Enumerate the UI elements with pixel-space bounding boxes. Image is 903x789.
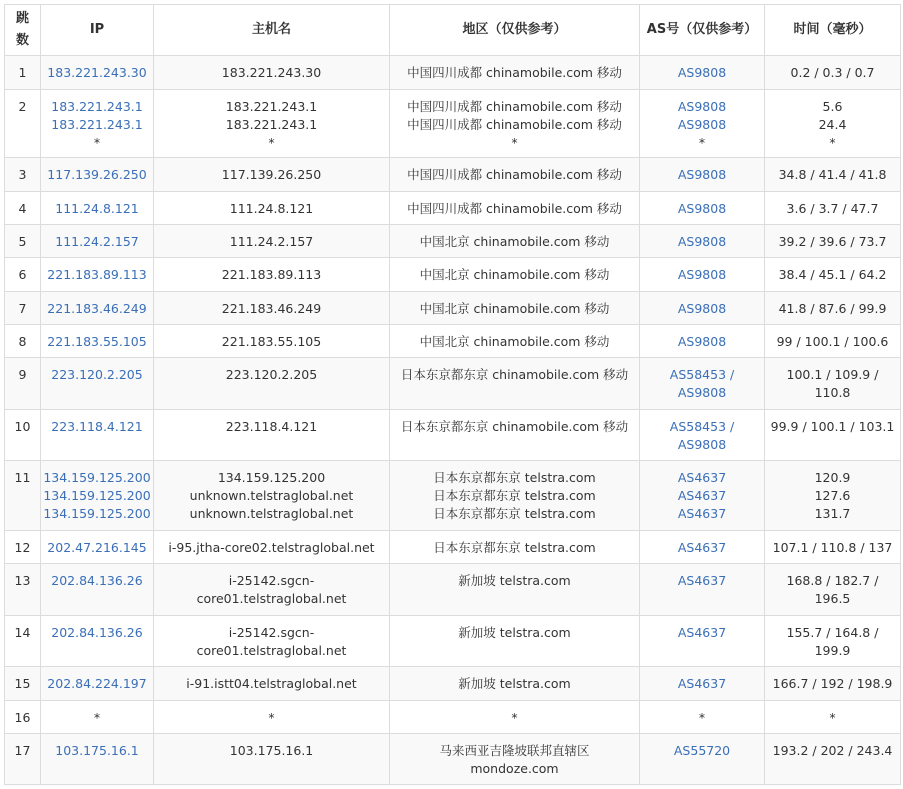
host-cell	[154, 225, 390, 258]
hop-cell	[5, 701, 41, 734]
ip-cell	[41, 461, 154, 531]
as-value[interactable]: AS4637	[677, 506, 727, 521]
as-value[interactable]: AS9808	[677, 117, 727, 132]
as-value: *	[698, 710, 706, 725]
host-value: i-25142.sgcn-	[228, 625, 315, 640]
host-cell	[154, 734, 390, 785]
hop-number: 8	[18, 334, 27, 349]
region-cell	[390, 531, 640, 564]
hop-number: 7	[18, 301, 27, 316]
table-row	[5, 410, 901, 461]
region-value: 马来西亚吉隆坡联邦直辖区	[439, 743, 590, 758]
ip-cell	[41, 667, 154, 701]
region-value: 日本东京都东京 telstra.com	[433, 470, 596, 485]
host-value: i-91.istt04.telstraglobal.net	[186, 676, 357, 691]
ip-value[interactable]: 202.84.136.26	[51, 573, 143, 588]
time-value: 39.2 / 39.6 / 73.7	[778, 234, 887, 249]
region-cell	[390, 410, 640, 461]
time-value: 120.9	[814, 470, 851, 485]
table-row	[5, 192, 901, 225]
time-value: *	[829, 710, 836, 725]
as-cell	[640, 734, 765, 785]
region-cell	[390, 292, 640, 325]
as-cell	[640, 564, 765, 616]
time-value: 166.7 / 192 / 198.9	[772, 676, 893, 691]
ip-value[interactable]: 183.221.243.1	[51, 99, 143, 114]
as-cell	[640, 56, 765, 90]
traceroute-container	[4, 4, 901, 785]
time-value: 168.8 / 182.7 /	[786, 573, 879, 588]
ip-value: *	[93, 135, 101, 150]
region-value: 新加坡 telstra.com	[458, 625, 571, 640]
ip-value[interactable]: 134.159.125.200	[43, 470, 151, 485]
as-cell	[640, 158, 765, 192]
ip-cell	[41, 734, 154, 785]
time-cell	[765, 701, 901, 734]
ip-value[interactable]: 103.175.16.1	[55, 743, 139, 758]
as-value[interactable]: AS9808	[677, 385, 727, 400]
table-row	[5, 734, 901, 785]
region-value: 日本东京都东京 chinamobile.com 移动	[400, 367, 629, 382]
host-value: core01.telstraglobal.net	[196, 591, 347, 606]
time-value: 196.5	[814, 591, 851, 606]
table-row	[5, 225, 901, 258]
as-value[interactable]: AS4637	[677, 573, 727, 588]
region-cell	[390, 701, 640, 734]
as-cell	[640, 410, 765, 461]
time-cell	[765, 531, 901, 564]
host-value: 223.118.4.121	[225, 419, 318, 434]
time-cell	[765, 192, 901, 225]
hop-number: 1	[18, 65, 27, 80]
hop-cell	[5, 292, 41, 325]
time-cell	[765, 258, 901, 292]
region-cell	[390, 734, 640, 785]
ip-value[interactable]: 111.24.8.121	[55, 201, 139, 216]
as-value[interactable]: AS4637	[677, 470, 727, 485]
region-value: mondoze.com	[470, 761, 559, 776]
host-cell	[154, 461, 390, 531]
region-value: 中国北京 chinamobile.com 移动	[419, 267, 610, 282]
host-value: unknown.telstraglobal.net	[189, 506, 354, 521]
header-hop: 跳数	[5, 5, 41, 56]
ip-value[interactable]: 202.47.216.145	[47, 540, 147, 555]
host-value: 221.183.55.105	[221, 334, 322, 349]
region-value: 日本东京都东京 telstra.com	[433, 488, 596, 503]
ip-value[interactable]: 223.118.4.121	[51, 419, 143, 434]
as-value[interactable]: AS9808	[677, 334, 727, 349]
hop-number: 5	[18, 234, 27, 249]
as-cell	[640, 325, 765, 358]
table-row	[5, 701, 901, 734]
header-region: 地区（仅供参考）	[390, 5, 640, 56]
as-value[interactable]: AS58453 /	[669, 419, 735, 434]
hop-number: 13	[14, 573, 31, 588]
as-value[interactable]: AS4637	[677, 625, 727, 640]
as-cell	[640, 358, 765, 410]
hop-cell	[5, 225, 41, 258]
as-cell	[640, 701, 765, 734]
ip-value[interactable]: 134.159.125.200	[43, 488, 151, 503]
time-cell	[765, 734, 901, 785]
host-value: 221.183.46.249	[221, 301, 322, 316]
table-row	[5, 158, 901, 192]
table-row	[5, 616, 901, 667]
hop-number: 10	[14, 419, 31, 434]
host-value: 183.221.243.30	[221, 65, 322, 80]
region-value: 中国四川成都 chinamobile.com 移动	[407, 167, 622, 182]
host-value: 103.175.16.1	[229, 743, 314, 758]
as-value[interactable]: AS9808	[677, 267, 727, 282]
ip-value[interactable]: 117.139.26.250	[47, 167, 147, 182]
region-cell	[390, 461, 640, 531]
header-as: AS号（仅供参考）	[640, 5, 765, 56]
host-value: 134.159.125.200	[217, 470, 326, 485]
as-value[interactable]: AS9808	[677, 201, 727, 216]
host-value: 111.24.2.157	[229, 234, 314, 249]
table-body	[5, 56, 901, 785]
time-value: 100.1 / 109.9 /	[786, 367, 879, 382]
header-time: 时间（毫秒）	[765, 5, 901, 56]
time-cell	[765, 158, 901, 192]
hop-cell	[5, 734, 41, 785]
region-value: 中国四川成都 chinamobile.com 移动	[407, 117, 622, 132]
traceroute-table	[4, 4, 901, 785]
hop-cell	[5, 410, 41, 461]
time-value: 155.7 / 164.8 /	[786, 625, 879, 640]
table-row	[5, 461, 901, 531]
hop-cell	[5, 564, 41, 616]
region-value: 日本东京都东京 telstra.com	[433, 506, 596, 521]
time-value: 107.1 / 110.8 / 137	[772, 540, 893, 555]
as-cell	[640, 292, 765, 325]
hop-cell	[5, 461, 41, 531]
region-cell	[390, 56, 640, 90]
region-cell	[390, 564, 640, 616]
hop-number: 3	[18, 167, 27, 182]
hop-cell	[5, 358, 41, 410]
time-value: 199.9	[814, 643, 851, 658]
ip-cell	[41, 192, 154, 225]
time-cell	[765, 56, 901, 90]
hop-number: 12	[14, 540, 31, 555]
as-value[interactable]: AS4637	[677, 676, 727, 691]
time-cell	[765, 461, 901, 531]
ip-cell	[41, 258, 154, 292]
host-cell	[154, 667, 390, 701]
time-cell	[765, 616, 901, 667]
as-cell	[640, 192, 765, 225]
region-cell	[390, 158, 640, 192]
region-cell	[390, 90, 640, 158]
table-row	[5, 292, 901, 325]
time-value: 99 / 100.1 / 100.6	[776, 334, 889, 349]
table-row	[5, 90, 901, 158]
region-cell	[390, 258, 640, 292]
time-cell	[765, 90, 901, 158]
ip-cell	[41, 90, 154, 158]
ip-value[interactable]: 111.24.2.157	[55, 234, 139, 249]
time-value: 38.4 / 45.1 / 64.2	[778, 267, 887, 282]
region-value: *	[511, 710, 518, 725]
ip-cell	[41, 56, 154, 90]
hop-cell	[5, 325, 41, 358]
as-cell	[640, 225, 765, 258]
ip-value[interactable]: 221.183.46.249	[47, 301, 147, 316]
time-cell	[765, 358, 901, 410]
table-row	[5, 358, 901, 410]
region-value: 中国北京 chinamobile.com 移动	[419, 301, 610, 316]
host-cell	[154, 701, 390, 734]
as-value[interactable]: AS55720	[673, 743, 731, 758]
table-row	[5, 56, 901, 90]
host-cell	[154, 325, 390, 358]
time-cell	[765, 325, 901, 358]
ip-cell	[41, 531, 154, 564]
region-cell	[390, 358, 640, 410]
ip-cell	[41, 225, 154, 258]
as-value[interactable]: AS9808	[677, 65, 727, 80]
time-value: 131.7	[814, 506, 851, 521]
as-cell	[640, 258, 765, 292]
host-cell	[154, 564, 390, 616]
host-value: 111.24.8.121	[229, 201, 314, 216]
host-cell	[154, 292, 390, 325]
as-value[interactable]: AS9808	[677, 167, 727, 182]
host-value: *	[268, 135, 275, 150]
as-cell	[640, 90, 765, 158]
region-value: 中国四川成都 chinamobile.com 移动	[407, 99, 622, 114]
as-cell	[640, 531, 765, 564]
as-value[interactable]: AS9808	[677, 301, 727, 316]
hop-cell	[5, 616, 41, 667]
host-value: unknown.telstraglobal.net	[189, 488, 354, 503]
ip-value[interactable]: 202.84.136.26	[51, 625, 143, 640]
host-value: core01.telstraglobal.net	[196, 643, 347, 658]
host-cell	[154, 531, 390, 564]
hop-number: 11	[14, 470, 31, 485]
ip-cell	[41, 616, 154, 667]
ip-value[interactable]: 221.183.55.105	[47, 334, 147, 349]
region-value: 中国北京 chinamobile.com 移动	[419, 234, 610, 249]
host-cell	[154, 56, 390, 90]
region-cell	[390, 667, 640, 701]
ip-value[interactable]: 183.221.243.30	[47, 65, 147, 80]
hop-number: 15	[14, 676, 31, 691]
as-cell	[640, 461, 765, 531]
host-cell	[154, 410, 390, 461]
region-value: 日本东京都东京 telstra.com	[433, 540, 596, 555]
region-cell	[390, 616, 640, 667]
time-value: 3.6 / 3.7 / 47.7	[786, 201, 879, 216]
time-cell	[765, 667, 901, 701]
hop-cell	[5, 531, 41, 564]
region-value: 新加坡 telstra.com	[458, 573, 571, 588]
hop-number: 6	[18, 267, 27, 282]
region-value: 新加坡 telstra.com	[458, 676, 571, 691]
region-value: 中国四川成都 chinamobile.com 移动	[407, 65, 622, 80]
time-value: 193.2 / 202 / 243.4	[772, 743, 893, 758]
time-cell	[765, 292, 901, 325]
hop-number: 4	[18, 201, 27, 216]
region-value: 日本东京都东京 chinamobile.com 移动	[400, 419, 629, 434]
hop-number: 9	[18, 367, 27, 382]
table-row	[5, 564, 901, 616]
hop-cell	[5, 667, 41, 701]
time-value: 41.8 / 87.6 / 99.9	[778, 301, 887, 316]
hop-number: 16	[14, 710, 31, 725]
ip-cell	[41, 292, 154, 325]
as-value[interactable]: AS9808	[677, 234, 727, 249]
hop-cell	[5, 258, 41, 292]
host-value: i-25142.sgcn-	[228, 573, 315, 588]
host-cell	[154, 358, 390, 410]
host-value: 221.183.89.113	[221, 267, 322, 282]
region-cell	[390, 325, 640, 358]
ip-value[interactable]: 183.221.243.1	[51, 117, 143, 132]
time-value: 127.6	[814, 488, 851, 503]
as-value[interactable]: AS9808	[677, 99, 727, 114]
time-value: 34.8 / 41.4 / 41.8	[778, 167, 887, 182]
time-cell	[765, 564, 901, 616]
region-cell	[390, 192, 640, 225]
ip-value[interactable]: 202.84.224.197	[47, 676, 147, 691]
region-value: 中国北京 chinamobile.com 移动	[419, 334, 610, 349]
table-row	[5, 531, 901, 564]
header-ip: IP	[41, 5, 154, 56]
table-header-row	[5, 5, 901, 56]
ip-cell	[41, 564, 154, 616]
ip-cell	[41, 325, 154, 358]
as-cell	[640, 616, 765, 667]
host-cell	[154, 616, 390, 667]
region-value: 中国四川成都 chinamobile.com 移动	[407, 201, 622, 216]
as-value[interactable]: AS4637	[677, 488, 727, 503]
hop-number: 2	[18, 99, 27, 114]
ip-value[interactable]: 223.120.2.205	[51, 367, 143, 382]
as-value[interactable]: AS58453 /	[669, 367, 735, 382]
table-row	[5, 325, 901, 358]
host-cell	[154, 90, 390, 158]
host-cell	[154, 158, 390, 192]
as-value[interactable]: AS9808	[677, 437, 727, 452]
hop-number: 14	[14, 625, 31, 640]
ip-cell	[41, 358, 154, 410]
host-value: i-95.jtha-core02.telstraglobal.net	[168, 540, 375, 555]
host-value: 183.221.243.1	[225, 99, 318, 114]
hop-number: 17	[14, 743, 31, 758]
time-value: 5.6	[822, 99, 843, 114]
time-cell	[765, 225, 901, 258]
ip-cell	[41, 410, 154, 461]
ip-cell	[41, 158, 154, 192]
time-cell	[765, 410, 901, 461]
ip-value[interactable]: 134.159.125.200	[43, 506, 151, 521]
table-row	[5, 258, 901, 292]
ip-value[interactable]: 221.183.89.113	[47, 267, 147, 282]
as-value[interactable]: AS4637	[677, 540, 727, 555]
hop-cell	[5, 56, 41, 90]
ip-value: *	[93, 710, 101, 725]
as-cell	[640, 667, 765, 701]
host-value: *	[268, 710, 275, 725]
region-cell	[390, 225, 640, 258]
host-value: 183.221.243.1	[225, 117, 318, 132]
time-value: 24.4	[818, 117, 847, 132]
region-value: *	[511, 135, 518, 150]
as-value: *	[698, 135, 706, 150]
ip-cell	[41, 701, 154, 734]
time-value: 110.8	[814, 385, 851, 400]
host-cell	[154, 192, 390, 225]
time-value: 99.9 / 100.1 / 103.1	[770, 419, 895, 434]
host-value: 117.139.26.250	[221, 167, 322, 182]
table-row	[5, 667, 901, 701]
host-value: 223.120.2.205	[225, 367, 318, 382]
hop-cell	[5, 158, 41, 192]
hop-cell	[5, 90, 41, 158]
hop-cell	[5, 192, 41, 225]
host-cell	[154, 258, 390, 292]
header-host: 主机名	[154, 5, 390, 56]
time-value: 0.2 / 0.3 / 0.7	[790, 65, 875, 80]
time-value: *	[829, 135, 836, 150]
